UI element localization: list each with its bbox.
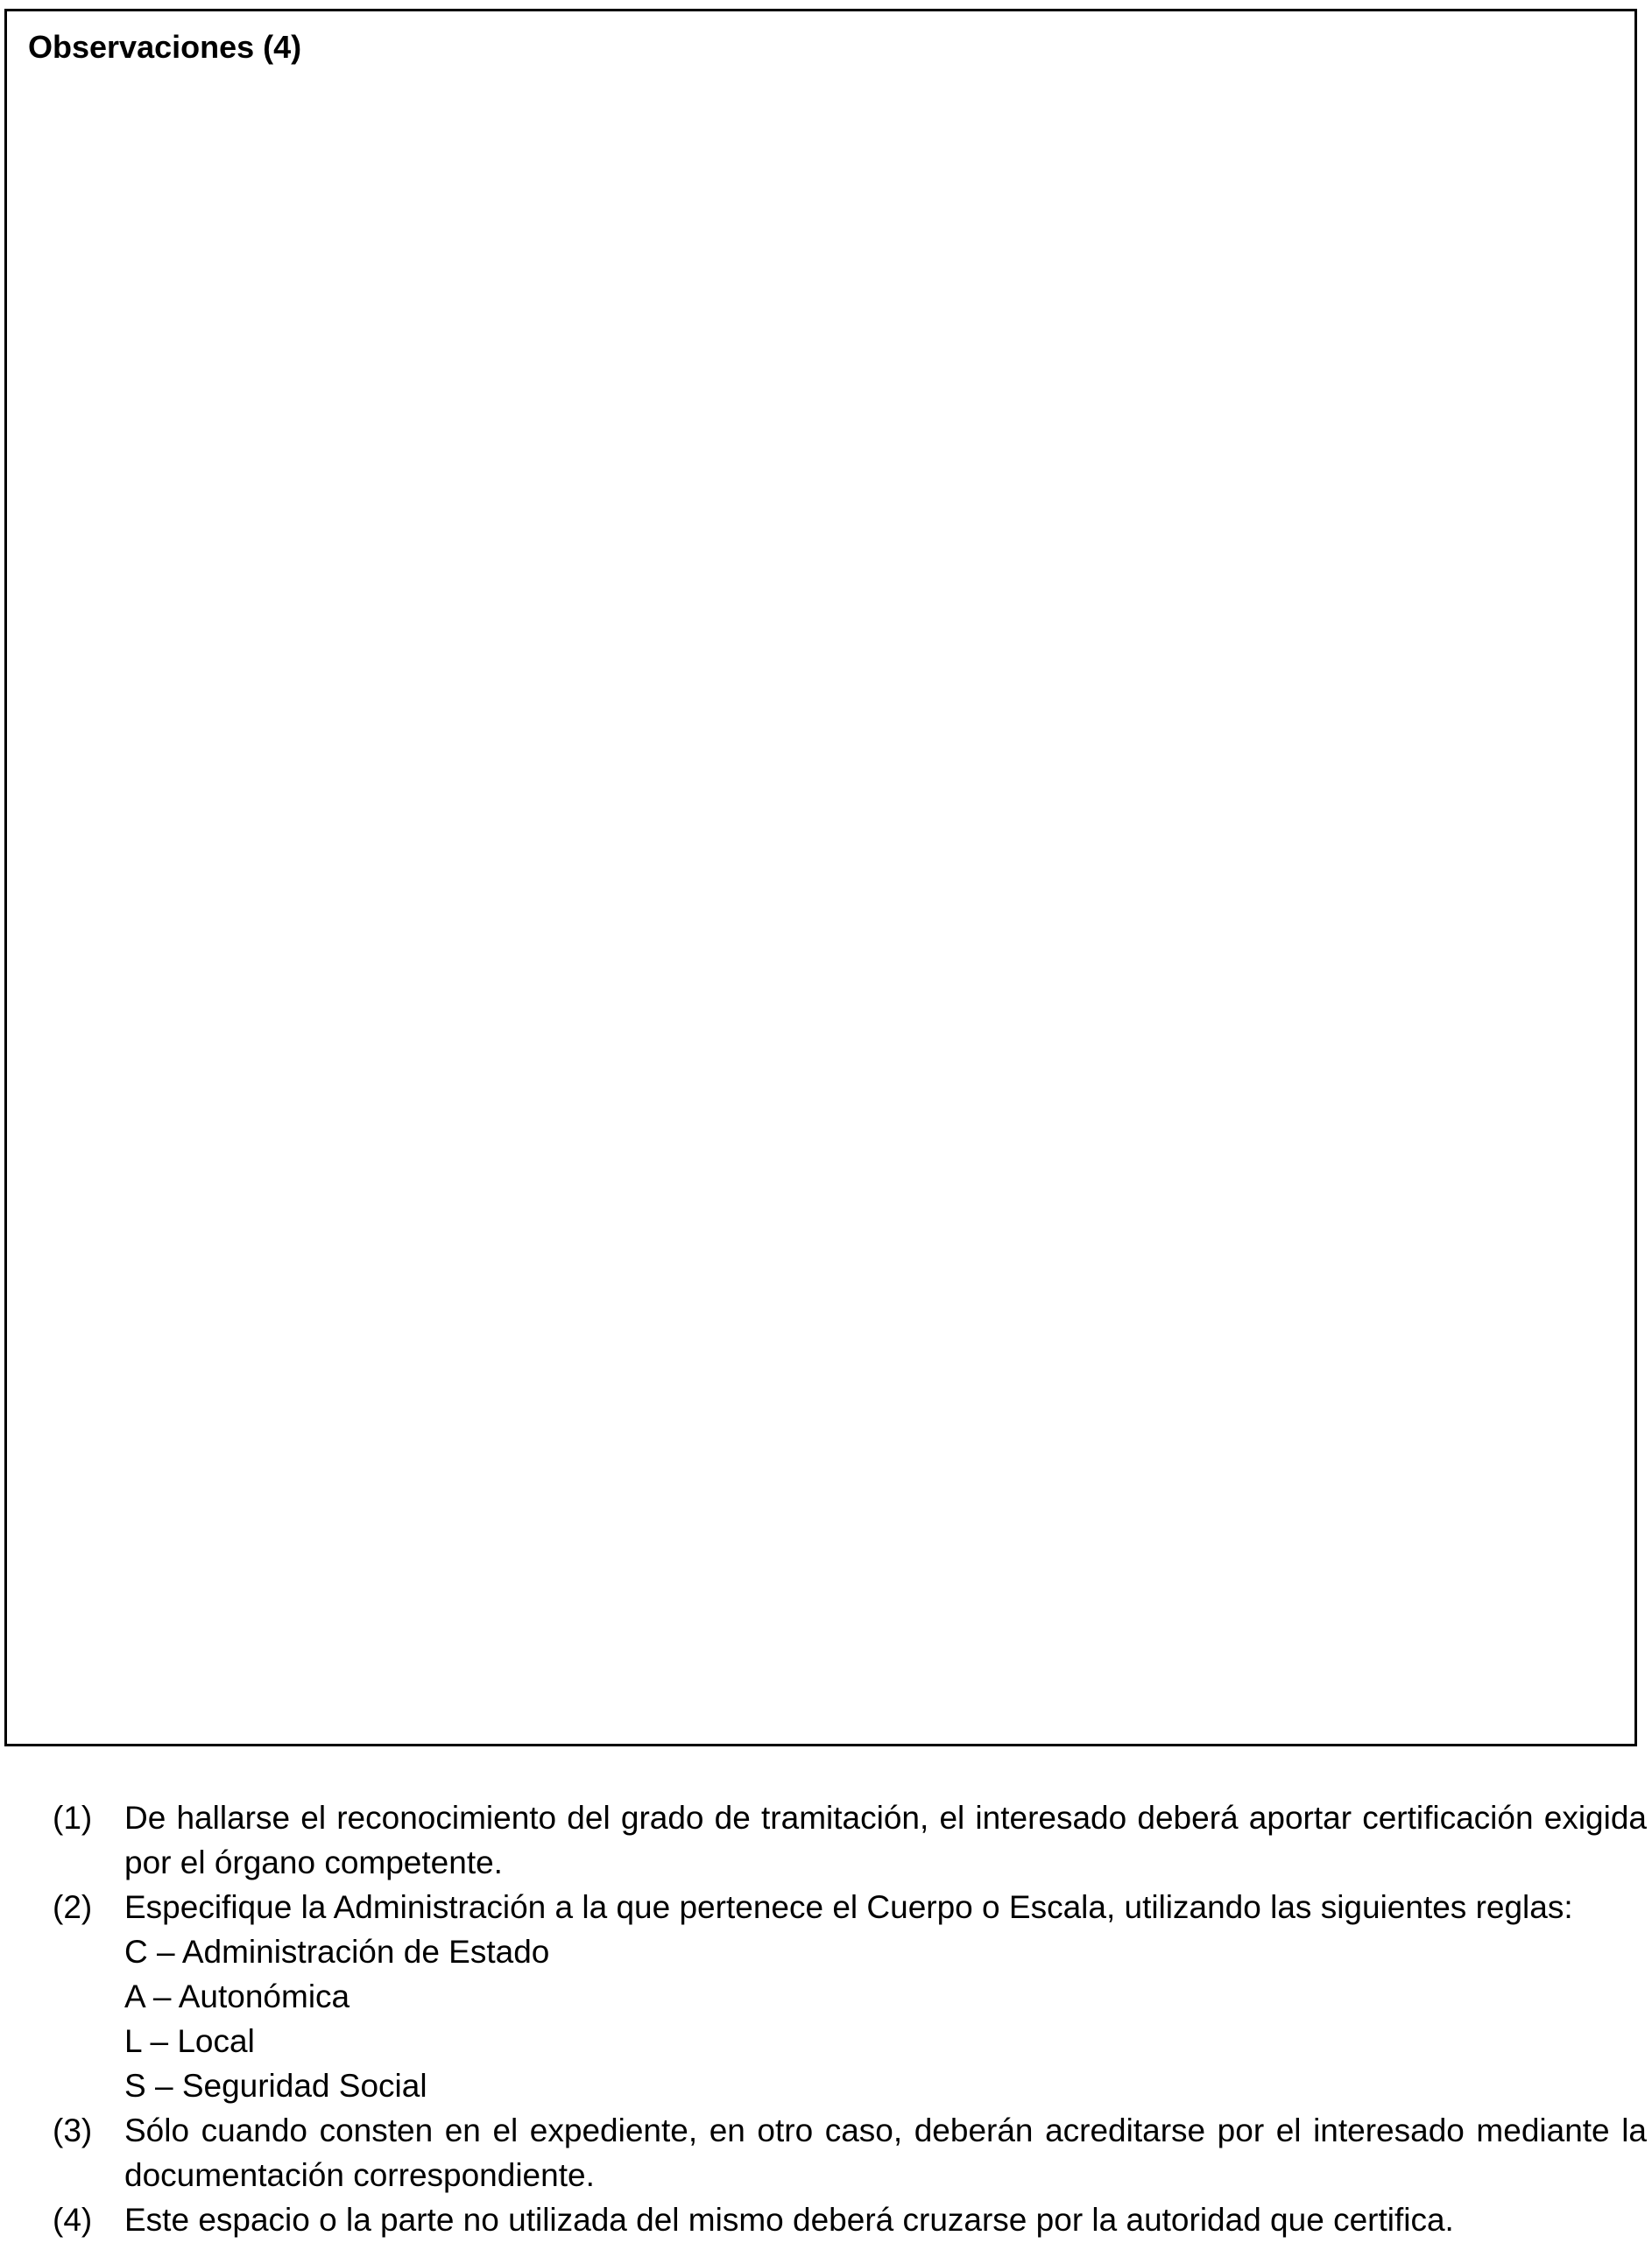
rule-local: L – Local — [124, 2023, 255, 2059]
rule-autonomica: A – Autonómica — [124, 1978, 350, 2014]
footnote-3 — [53, 2108, 1647, 2197]
footnote-text: Sólo cuando consten en el expediente, en otro caso, deberán acreditarse por el interesado mediante la documentación correspondiente. — [124, 2112, 1647, 2193]
footnote-4 — [53, 2197, 1647, 2242]
observations-title: Observaciones (4) — [28, 29, 302, 65]
footnote-number: (4) — [53, 2202, 93, 2238]
footnote-2 — [53, 1885, 1647, 2108]
observations-box[interactable] — [4, 9, 1637, 1746]
rule-seguridad-social: S – Seguridad Social — [124, 2068, 427, 2104]
footnote-content — [124, 1885, 1647, 2108]
rule-estado: C – Administración de Estado — [124, 1934, 550, 1970]
footnotes-list — [53, 1795, 1647, 2242]
footnote-number: (1) — [53, 1800, 93, 1836]
footnote-number: (2) — [53, 1889, 93, 1925]
footnote-number: (3) — [53, 2112, 93, 2148]
footnote-text: Este espacio o la parte no utilizada del mismo deberá cruzarse por la autoridad que certifica. — [124, 2202, 1454, 2238]
footnote-text: Especifique la Administración a la que pertenece el Cuerpo o Escala, utilizando las siguientes reglas: — [124, 1889, 1573, 1925]
footnote-text: De hallarse el reconocimiento del grado de tramitación, el interesado deberá aportar certificación exigida por el órgano competente. — [124, 1800, 1647, 1880]
footnote-1 — [53, 1795, 1647, 1885]
